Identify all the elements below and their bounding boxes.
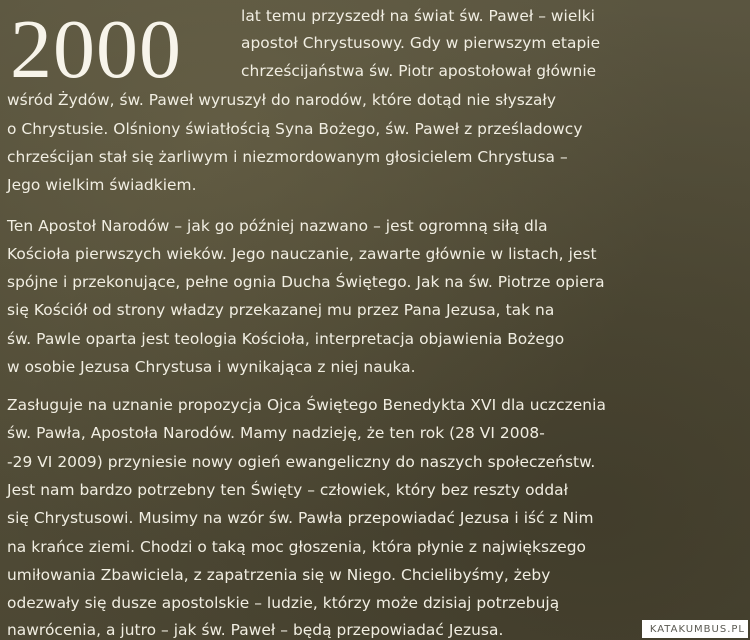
text-line-19: na krańce ziemi. Chodzi o taką moc głoszenia, która płynie z największego <box>7 538 587 556</box>
text-line-18: się Chrystusowi. Musimy na wzór św. Pawła przepowiadać Jezusa i iść z Nim <box>7 509 594 527</box>
text-line-14: Zasługuje na uznanie propozycja Ojca Świętego Benedykta XVI dla uczczenia <box>7 396 606 414</box>
text-line-13: w osobie Jezusa Chrystusa i wynikająca z niej nauka. <box>7 358 416 376</box>
text-line-20: umiłowania Zbawiciela, z zapatrzenia się w Niego. Chcielibyśmy, żeby <box>7 566 551 584</box>
text-line-9: Kościoła pierwszych wieków. Jego nauczanie, zawarte głównie w listach, jest <box>7 245 597 263</box>
text-line-7: Jego wielkim świadkiem. <box>7 176 197 194</box>
text-line-10: spójne i przekonujące, pełne ognia Ducha Świętego. Jak na św. Piotrze opiera <box>7 273 605 291</box>
text-line-15: św. Pawła, Apostoła Narodów. Mamy nadzieję, że ten rok (28 VI 2008- <box>7 424 545 442</box>
big-number-2000: 2000 <box>10 3 182 96</box>
text-line-3: chrześcijaństwa św. Piotr apostołował głównie <box>241 62 597 80</box>
text-line-6: chrześcijan stał się żarliwym i niezmordowanym głosicielem Chrystusa – <box>7 148 568 166</box>
text-line-12: św. Pawle oparta jest teologia Kościoła, interpretacja objawienia Bożego <box>7 330 565 348</box>
watermark-label: KATAKUMBUS.PL <box>642 620 748 638</box>
text-line-22: nawrócenia, a jutro – jak św. Paweł – będą przepowiadać Jezusa. <box>7 621 504 639</box>
text-line-5: o Chrystusie. Olśniony światłością Syna Bożego, św. Paweł z prześladowcy <box>7 120 583 138</box>
text-line-2: apostoł Chrystusowy. Gdy w pierwszym etapie <box>241 34 601 52</box>
text-line-17: Jest nam bardzo potrzebny ten Święty – człowiek, który bez reszty oddał <box>7 481 569 499</box>
text-line-11: się Kościół od strony władzy przekazanej mu przez Pana Jezusa, tak na <box>7 301 555 319</box>
text-line-4: wśród Żydów, św. Paweł wyruszył do narodów, które dotąd nie słyszały <box>7 91 557 109</box>
text-line-8: Ten Apostoł Narodów – jak go później nazwano – jest ogromną siłą dla <box>7 217 548 235</box>
text-line-16: -29 VI 2009) przyniesie nowy ogień ewangeliczny do naszych społeczeństw. <box>7 453 596 471</box>
text-line-1: lat temu przyszedł na świat św. Paweł – wielki <box>241 7 595 25</box>
text-line-21: odezwały się dusze apostolskie – ludzie, którzy może dzisiaj potrzebują <box>7 594 560 612</box>
